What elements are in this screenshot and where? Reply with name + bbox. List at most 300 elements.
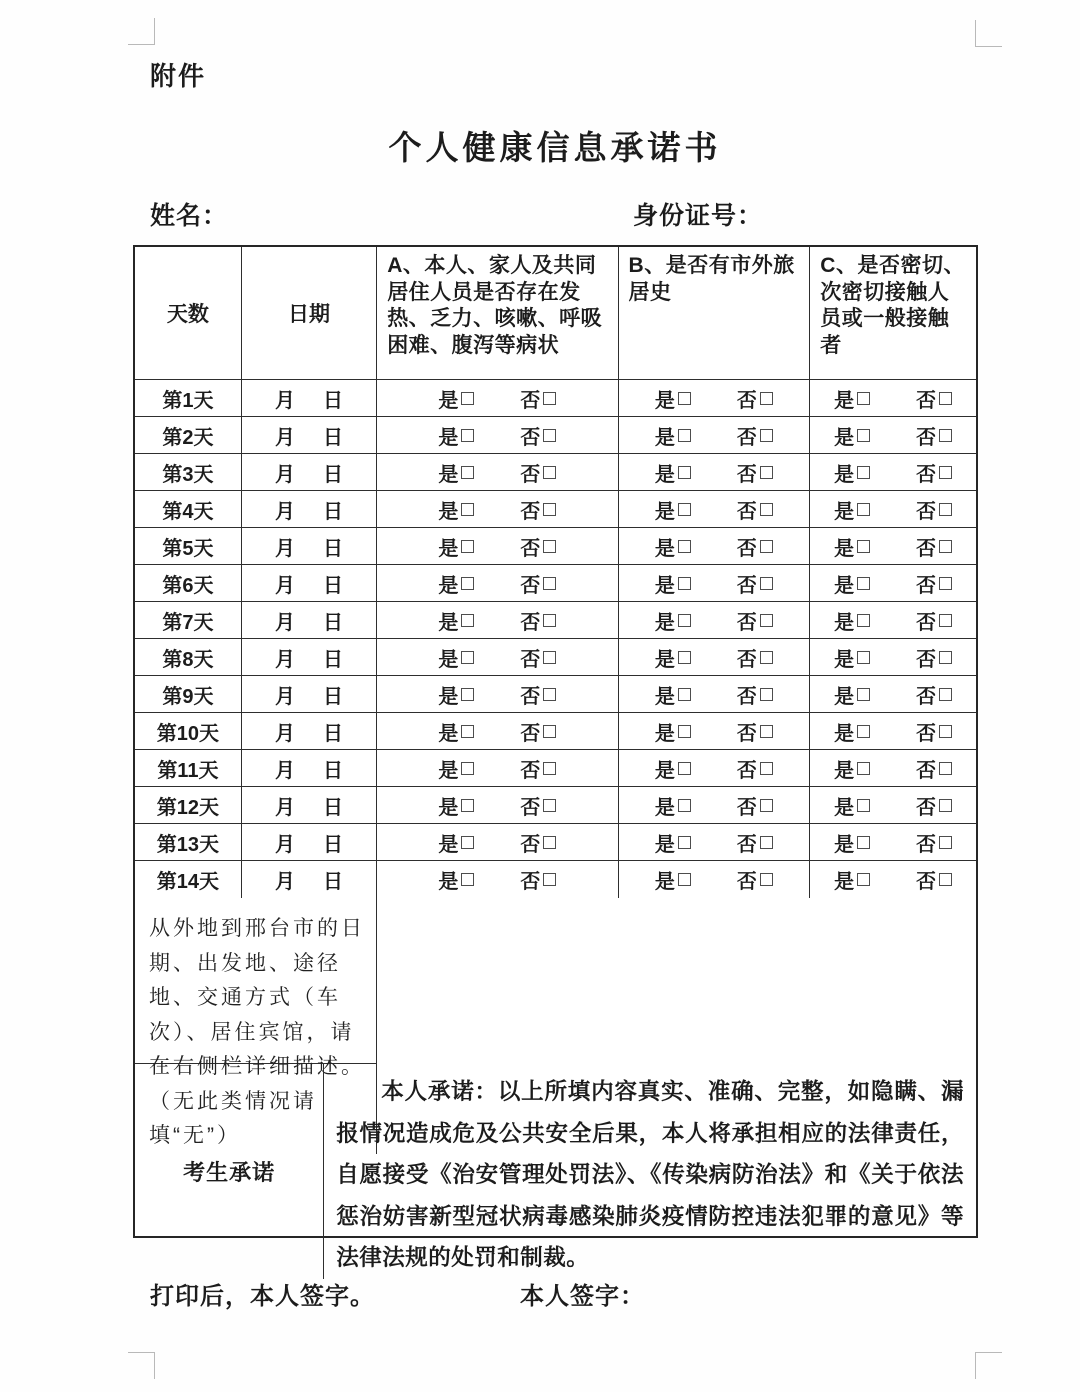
day-cell bbox=[135, 787, 242, 823]
symptom-yes-checkbox[interactable] bbox=[461, 873, 474, 886]
travel-answer-cell bbox=[619, 713, 811, 749]
symptom-yes-checkbox[interactable] bbox=[461, 688, 474, 701]
no-label: 否 bbox=[916, 426, 937, 449]
no-label: 否 bbox=[520, 796, 541, 819]
symptom-answer-cell bbox=[377, 750, 618, 786]
day-cell bbox=[135, 565, 242, 601]
travel-note-cell: 从外地到邢台市的日期、出发地、途径地、交通方式（车次）、居住宾馆，请在右侧栏详细描述。（无此类情况请填“无”） bbox=[135, 898, 377, 1154]
yes-label: 是 bbox=[438, 389, 459, 412]
contact-yes-checkbox[interactable] bbox=[857, 688, 870, 701]
table-row bbox=[135, 565, 976, 602]
travel-answer-cell bbox=[619, 639, 811, 675]
travel-yes-checkbox[interactable] bbox=[678, 392, 691, 405]
contact-no-checkbox[interactable] bbox=[939, 466, 952, 479]
symptom-answer-cell bbox=[377, 824, 618, 860]
symptom-no-checkbox[interactable] bbox=[543, 688, 556, 701]
contact-answer-cell bbox=[810, 639, 976, 675]
name-label: 姓名： bbox=[150, 202, 229, 230]
yes-label: 是 bbox=[438, 796, 459, 819]
no-label: 否 bbox=[736, 871, 757, 893]
day-label: 第4天 bbox=[162, 500, 214, 523]
contact-no-checkbox[interactable] bbox=[939, 392, 952, 405]
yes-label: 是 bbox=[654, 796, 675, 819]
yes-label: 是 bbox=[654, 648, 675, 671]
no-label: 否 bbox=[520, 722, 541, 745]
yes-label: 是 bbox=[834, 574, 855, 597]
yes-label: 是 bbox=[438, 722, 459, 745]
contact-answer-cell bbox=[810, 380, 976, 416]
symptom-no-checkbox[interactable] bbox=[543, 651, 556, 664]
travel-yes-checkbox[interactable] bbox=[678, 836, 691, 849]
no-label: 否 bbox=[916, 722, 937, 745]
month-label: 月 bbox=[274, 759, 295, 782]
yes-label: 是 bbox=[654, 537, 675, 560]
month-label: 月 bbox=[274, 648, 295, 671]
yes-label: 是 bbox=[654, 463, 675, 486]
yes-label: 是 bbox=[834, 611, 855, 634]
symptom-yes-checkbox[interactable] bbox=[461, 392, 474, 405]
promise-text: 本人承诺：以上所填内容真实、准确、完整，如隐瞒、漏报情况造成危及公共安全后果，本人将承担相应的法律责任，自愿接受《治安管理处罚法》、《传染病防治法》和《关于依法惩治妨害新型冠状病毒感染肺炎疫情防控违法犯罪的意见》等法律法规的处罚和制裁。 bbox=[336, 1079, 964, 1270]
no-label: 否 bbox=[916, 833, 937, 856]
travel-answer-cell bbox=[619, 824, 811, 860]
no-label: 否 bbox=[916, 463, 937, 486]
contact-no-checkbox[interactable] bbox=[939, 688, 952, 701]
symptom-no-checkbox[interactable] bbox=[543, 762, 556, 775]
yes-label: 是 bbox=[438, 500, 459, 523]
day-cell bbox=[135, 454, 242, 490]
symptom-yes-checkbox[interactable] bbox=[461, 799, 474, 812]
contact-answer-cell bbox=[810, 528, 976, 564]
signature-input-area[interactable] bbox=[650, 1276, 950, 1308]
date-cell[interactable] bbox=[242, 380, 377, 416]
day-char-label: 日 bbox=[322, 611, 343, 634]
symptom-no-checkbox[interactable] bbox=[543, 429, 556, 442]
table-header-row bbox=[135, 247, 976, 380]
travel-yes-checkbox[interactable] bbox=[678, 762, 691, 775]
no-label: 否 bbox=[916, 537, 937, 560]
contact-yes-checkbox[interactable] bbox=[857, 503, 870, 516]
yes-label: 是 bbox=[654, 574, 675, 597]
travel-yes-checkbox[interactable] bbox=[678, 873, 691, 886]
travel-no-checkbox[interactable] bbox=[760, 836, 773, 849]
date-cell[interactable] bbox=[242, 602, 377, 638]
table-row bbox=[135, 639, 976, 676]
contact-no-checkbox[interactable] bbox=[939, 540, 952, 553]
travel-yes-checkbox[interactable] bbox=[678, 577, 691, 590]
travel-yes-checkbox[interactable] bbox=[678, 466, 691, 479]
yes-label: 是 bbox=[834, 796, 855, 819]
travel-yes-checkbox[interactable] bbox=[678, 725, 691, 738]
symptom-yes-checkbox[interactable] bbox=[461, 577, 474, 590]
page-corner-mark-bottom-right bbox=[975, 1352, 1002, 1379]
travel-no-checkbox[interactable] bbox=[760, 688, 773, 701]
table-row bbox=[135, 750, 976, 787]
no-label: 否 bbox=[916, 648, 937, 671]
yes-label: 是 bbox=[654, 426, 675, 449]
table-row bbox=[135, 787, 976, 824]
month-label: 月 bbox=[274, 463, 295, 486]
promise-text-cell bbox=[324, 1064, 976, 1279]
symptom-yes-checkbox[interactable] bbox=[461, 725, 474, 738]
id-number-label: 身份证号： bbox=[633, 202, 764, 230]
travel-no-checkbox[interactable] bbox=[760, 725, 773, 738]
health-declaration-table bbox=[133, 245, 978, 1270]
attachment-label: 附件 bbox=[150, 61, 207, 91]
no-label: 否 bbox=[520, 648, 541, 671]
travel-no-checkbox[interactable] bbox=[760, 762, 773, 775]
symptom-no-checkbox[interactable] bbox=[543, 614, 556, 627]
header-travel-history: B、是否有市外旅居史 bbox=[619, 247, 811, 379]
travel-no-checkbox[interactable] bbox=[760, 540, 773, 553]
contact-yes-checkbox[interactable] bbox=[857, 836, 870, 849]
travel-no-checkbox[interactable] bbox=[760, 503, 773, 516]
day-label: 第6天 bbox=[162, 574, 214, 597]
day-label: 第11天 bbox=[157, 759, 219, 782]
yes-label: 是 bbox=[654, 389, 675, 412]
travel-yes-checkbox[interactable] bbox=[678, 503, 691, 516]
symptom-yes-checkbox[interactable] bbox=[461, 503, 474, 516]
date-cell[interactable] bbox=[242, 676, 377, 712]
symptom-answer-cell bbox=[377, 565, 618, 601]
no-label: 否 bbox=[916, 611, 937, 634]
contact-answer-cell bbox=[810, 787, 976, 823]
yes-label: 是 bbox=[834, 871, 855, 893]
symptom-answer-cell bbox=[377, 454, 618, 490]
no-label: 否 bbox=[916, 685, 937, 708]
no-label: 否 bbox=[736, 759, 757, 782]
yes-label: 是 bbox=[834, 426, 855, 449]
travel-yes-checkbox[interactable] bbox=[678, 614, 691, 627]
day-char-label: 日 bbox=[322, 537, 343, 560]
yes-label: 是 bbox=[654, 833, 675, 856]
month-label: 月 bbox=[274, 871, 295, 893]
travel-yes-checkbox[interactable] bbox=[678, 651, 691, 664]
contact-yes-checkbox[interactable] bbox=[857, 429, 870, 442]
contact-answer-cell bbox=[810, 565, 976, 601]
no-label: 否 bbox=[916, 796, 937, 819]
candidate-promise-row bbox=[135, 1064, 976, 1270]
contact-answer-cell bbox=[810, 676, 976, 712]
contact-answer-cell bbox=[810, 861, 976, 898]
yes-label: 是 bbox=[438, 574, 459, 597]
month-label: 月 bbox=[274, 426, 295, 449]
no-label: 否 bbox=[736, 500, 757, 523]
promise-label-cell: 考生承诺 bbox=[135, 1064, 324, 1279]
yes-label: 是 bbox=[438, 463, 459, 486]
day-char-label: 日 bbox=[322, 463, 343, 486]
contact-yes-checkbox[interactable] bbox=[857, 614, 870, 627]
yes-label: 是 bbox=[654, 500, 675, 523]
travel-answer-cell bbox=[619, 454, 811, 490]
day-label: 第1天 bbox=[162, 389, 214, 412]
table-row bbox=[135, 676, 976, 713]
symptom-no-checkbox[interactable] bbox=[543, 540, 556, 553]
travel-answer-cell bbox=[619, 491, 811, 527]
yes-label: 是 bbox=[834, 463, 855, 486]
symptom-answer-cell bbox=[377, 491, 618, 527]
contact-yes-checkbox[interactable] bbox=[857, 466, 870, 479]
symptom-no-checkbox[interactable] bbox=[543, 725, 556, 738]
travel-answer-cell bbox=[619, 417, 811, 453]
symptom-answer-cell bbox=[377, 528, 618, 564]
travel-yes-checkbox[interactable] bbox=[678, 429, 691, 442]
day-cell bbox=[135, 824, 242, 860]
day-char-label: 日 bbox=[322, 833, 343, 856]
symptom-yes-checkbox[interactable] bbox=[461, 836, 474, 849]
travel-yes-checkbox[interactable] bbox=[678, 688, 691, 701]
day-char-label: 日 bbox=[322, 648, 343, 671]
symptom-answer-cell bbox=[377, 861, 618, 898]
month-label: 月 bbox=[274, 722, 295, 745]
contact-no-checkbox[interactable] bbox=[939, 762, 952, 775]
no-label: 否 bbox=[916, 500, 937, 523]
travel-answer-cell bbox=[619, 602, 811, 638]
header-symptoms: A、本人、家人及共同居住人员是否存在发热、乏力、咳嗽、呼吸困难、腹泻等病状 bbox=[377, 247, 618, 379]
contact-yes-checkbox[interactable] bbox=[857, 725, 870, 738]
symptom-no-checkbox[interactable] bbox=[543, 503, 556, 516]
date-cell[interactable] bbox=[242, 861, 377, 898]
yes-label: 是 bbox=[834, 833, 855, 856]
page-corner-mark-bottom-left bbox=[128, 1352, 155, 1379]
day-cell bbox=[135, 528, 242, 564]
travel-answer-cell bbox=[619, 565, 811, 601]
travel-no-checkbox[interactable] bbox=[760, 577, 773, 590]
table-body bbox=[135, 380, 976, 898]
yes-label: 是 bbox=[834, 648, 855, 671]
contact-no-checkbox[interactable] bbox=[939, 873, 952, 886]
symptom-no-checkbox[interactable] bbox=[543, 836, 556, 849]
day-cell bbox=[135, 750, 242, 786]
contact-answer-cell bbox=[810, 602, 976, 638]
contact-no-checkbox[interactable] bbox=[939, 725, 952, 738]
date-cell[interactable] bbox=[242, 750, 377, 786]
yes-label: 是 bbox=[438, 833, 459, 856]
no-label: 否 bbox=[736, 648, 757, 671]
no-label: 否 bbox=[736, 722, 757, 745]
symptom-no-checkbox[interactable] bbox=[543, 466, 556, 479]
day-char-label: 日 bbox=[322, 389, 343, 412]
date-cell[interactable] bbox=[242, 565, 377, 601]
symptom-answer-cell bbox=[377, 417, 618, 453]
symptom-yes-checkbox[interactable] bbox=[461, 762, 474, 775]
symptom-answer-cell bbox=[377, 602, 618, 638]
no-label: 否 bbox=[736, 611, 757, 634]
table-row bbox=[135, 491, 976, 528]
month-label: 月 bbox=[274, 611, 295, 634]
date-cell[interactable] bbox=[242, 417, 377, 453]
contact-no-checkbox[interactable] bbox=[939, 651, 952, 664]
yes-label: 是 bbox=[834, 537, 855, 560]
no-label: 否 bbox=[520, 871, 541, 893]
table-row bbox=[135, 713, 976, 750]
travel-no-checkbox[interactable] bbox=[760, 651, 773, 664]
yes-label: 是 bbox=[438, 611, 459, 634]
no-label: 否 bbox=[520, 389, 541, 412]
page-corner-mark-top-left bbox=[128, 18, 155, 45]
contact-yes-checkbox[interactable] bbox=[857, 873, 870, 886]
day-label: 第2天 bbox=[162, 426, 214, 449]
identity-line bbox=[0, 196, 1080, 230]
contact-no-checkbox[interactable] bbox=[939, 836, 952, 849]
yes-label: 是 bbox=[654, 685, 675, 708]
contact-yes-checkbox[interactable] bbox=[857, 577, 870, 590]
contact-answer-cell bbox=[810, 750, 976, 786]
contact-no-checkbox[interactable] bbox=[939, 577, 952, 590]
contact-answer-cell bbox=[810, 713, 976, 749]
day-cell bbox=[135, 380, 242, 416]
no-label: 否 bbox=[520, 500, 541, 523]
yes-label: 是 bbox=[654, 722, 675, 745]
contact-yes-checkbox[interactable] bbox=[857, 651, 870, 664]
no-label: 否 bbox=[916, 389, 937, 412]
contact-no-checkbox[interactable] bbox=[939, 503, 952, 516]
symptom-no-checkbox[interactable] bbox=[543, 392, 556, 405]
day-label: 第9天 bbox=[162, 685, 214, 708]
table-row bbox=[135, 528, 976, 565]
no-label: 否 bbox=[736, 574, 757, 597]
yes-label: 是 bbox=[438, 537, 459, 560]
day-cell bbox=[135, 417, 242, 453]
page-corner-mark-top-right bbox=[975, 20, 1002, 47]
contact-yes-checkbox[interactable] bbox=[857, 540, 870, 553]
no-label: 否 bbox=[736, 537, 757, 560]
header-days: 天数 bbox=[135, 247, 242, 379]
header-date: 日期 bbox=[242, 247, 377, 379]
month-label: 月 bbox=[274, 574, 295, 597]
no-label: 否 bbox=[916, 759, 937, 782]
travel-no-checkbox[interactable] bbox=[760, 392, 773, 405]
symptom-answer-cell bbox=[377, 676, 618, 712]
symptom-yes-checkbox[interactable] bbox=[461, 429, 474, 442]
no-label: 否 bbox=[916, 871, 937, 893]
month-label: 月 bbox=[274, 833, 295, 856]
no-label: 否 bbox=[520, 463, 541, 486]
day-label: 第12天 bbox=[156, 796, 220, 819]
day-label: 第10天 bbox=[156, 722, 220, 745]
travel-yes-checkbox[interactable] bbox=[678, 540, 691, 553]
contact-answer-cell bbox=[810, 491, 976, 527]
travel-no-checkbox[interactable] bbox=[760, 799, 773, 812]
no-label: 否 bbox=[736, 426, 757, 449]
contact-answer-cell bbox=[810, 417, 976, 453]
day-char-label: 日 bbox=[322, 722, 343, 745]
contact-yes-checkbox[interactable] bbox=[857, 799, 870, 812]
day-cell bbox=[135, 861, 242, 898]
symptom-no-checkbox[interactable] bbox=[543, 799, 556, 812]
no-label: 否 bbox=[520, 537, 541, 560]
symptom-no-checkbox[interactable] bbox=[543, 873, 556, 886]
day-label: 第8天 bbox=[162, 648, 214, 671]
month-label: 月 bbox=[274, 500, 295, 523]
symptom-yes-checkbox[interactable] bbox=[461, 466, 474, 479]
page-title: 个人健康信息承诺书 bbox=[388, 129, 722, 166]
symptom-answer-cell bbox=[377, 787, 618, 823]
day-label: 第14天 bbox=[156, 871, 220, 893]
no-label: 否 bbox=[520, 574, 541, 597]
day-label: 第13天 bbox=[156, 833, 220, 856]
day-cell bbox=[135, 602, 242, 638]
no-label: 否 bbox=[916, 574, 937, 597]
travel-answer-cell bbox=[619, 787, 811, 823]
no-label: 否 bbox=[520, 611, 541, 634]
contact-yes-checkbox[interactable] bbox=[857, 392, 870, 405]
table-row bbox=[135, 380, 976, 417]
no-label: 否 bbox=[736, 389, 757, 412]
month-label: 月 bbox=[274, 796, 295, 819]
footer bbox=[0, 1276, 1080, 1312]
date-cell[interactable] bbox=[242, 491, 377, 527]
travel-answer-cell bbox=[619, 750, 811, 786]
id-number-input-area[interactable] bbox=[760, 196, 975, 228]
contact-no-checkbox[interactable] bbox=[939, 429, 952, 442]
yes-label: 是 bbox=[654, 611, 675, 634]
travel-no-checkbox[interactable] bbox=[760, 873, 773, 886]
yes-label: 是 bbox=[438, 648, 459, 671]
contact-answer-cell bbox=[810, 824, 976, 860]
table-row bbox=[135, 824, 976, 861]
yes-label: 是 bbox=[834, 685, 855, 708]
travel-answer-cell bbox=[619, 528, 811, 564]
travel-no-checkbox[interactable] bbox=[760, 429, 773, 442]
no-label: 否 bbox=[736, 833, 757, 856]
no-label: 否 bbox=[520, 759, 541, 782]
no-label: 否 bbox=[736, 685, 757, 708]
symptom-yes-checkbox[interactable] bbox=[461, 614, 474, 627]
date-cell[interactable] bbox=[242, 713, 377, 749]
travel-answer-cell bbox=[619, 676, 811, 712]
date-cell[interactable] bbox=[242, 528, 377, 564]
day-label: 第7天 bbox=[162, 611, 214, 634]
day-label: 第5天 bbox=[162, 537, 214, 560]
date-cell[interactable] bbox=[242, 454, 377, 490]
date-cell[interactable] bbox=[242, 639, 377, 675]
travel-no-checkbox[interactable] bbox=[760, 614, 773, 627]
day-char-label: 日 bbox=[322, 796, 343, 819]
travel-answer-cell bbox=[619, 861, 811, 898]
travel-yes-checkbox[interactable] bbox=[678, 799, 691, 812]
signature-label: 本人签字： bbox=[520, 1283, 645, 1310]
yes-label: 是 bbox=[438, 426, 459, 449]
day-cell bbox=[135, 491, 242, 527]
contact-no-checkbox[interactable] bbox=[939, 614, 952, 627]
symptom-no-checkbox[interactable] bbox=[543, 577, 556, 590]
date-cell[interactable] bbox=[242, 787, 377, 823]
day-char-label: 日 bbox=[322, 500, 343, 523]
table-row bbox=[135, 454, 976, 491]
symptom-yes-checkbox[interactable] bbox=[461, 651, 474, 664]
month-label: 月 bbox=[274, 389, 295, 412]
yes-label: 是 bbox=[834, 389, 855, 412]
yes-label: 是 bbox=[438, 685, 459, 708]
no-label: 否 bbox=[520, 426, 541, 449]
date-cell[interactable] bbox=[242, 824, 377, 860]
no-label: 否 bbox=[520, 685, 541, 708]
header-close-contact: C、是否密切、次密切接触人员或一般接触者 bbox=[820, 254, 965, 357]
yes-label: 是 bbox=[438, 871, 459, 893]
name-input-area[interactable] bbox=[245, 196, 575, 228]
table-row bbox=[135, 602, 976, 639]
symptom-yes-checkbox[interactable] bbox=[461, 540, 474, 553]
yes-label: 是 bbox=[654, 871, 675, 893]
travel-answer-cell bbox=[619, 380, 811, 416]
table-row bbox=[135, 417, 976, 454]
contact-yes-checkbox[interactable] bbox=[857, 762, 870, 775]
day-char-label: 日 bbox=[322, 574, 343, 597]
travel-no-checkbox[interactable] bbox=[760, 466, 773, 479]
day-char-label: 日 bbox=[322, 426, 343, 449]
contact-no-checkbox[interactable] bbox=[939, 799, 952, 812]
day-char-label: 日 bbox=[322, 759, 343, 782]
